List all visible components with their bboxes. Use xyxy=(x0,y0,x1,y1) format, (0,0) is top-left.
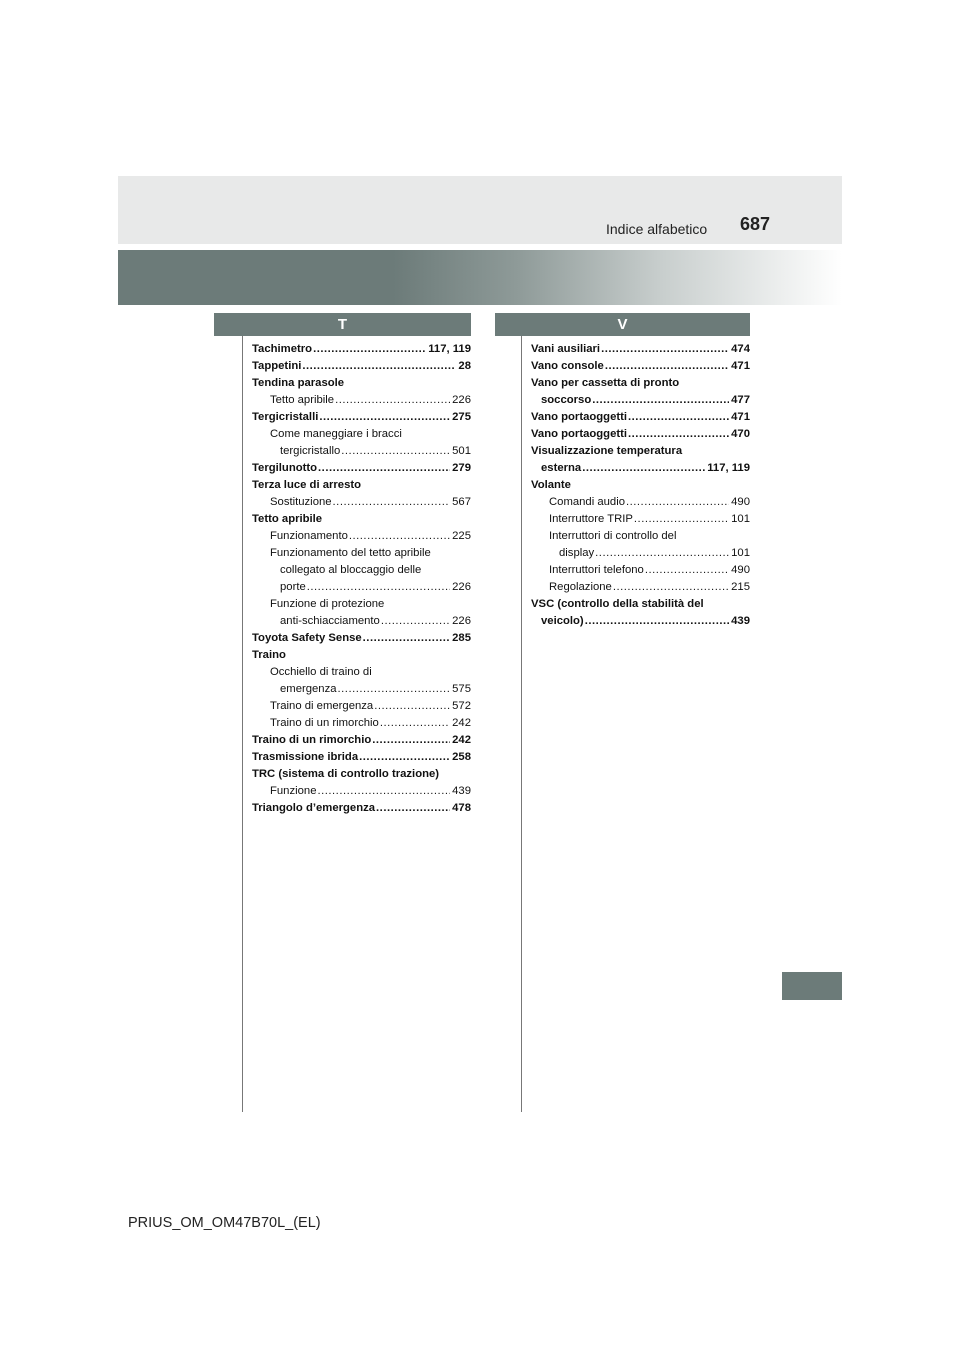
dot-leader xyxy=(634,511,729,528)
index-entry-text: soccorso xyxy=(541,394,592,406)
index-entry xyxy=(252,732,471,749)
index-entry xyxy=(252,783,471,800)
dot-leader xyxy=(307,579,450,596)
index-entry xyxy=(252,630,471,647)
index-entry-page: 470 xyxy=(731,428,750,440)
index-entry xyxy=(531,341,750,358)
index-entry xyxy=(252,613,471,630)
index-entry-page: 439 xyxy=(452,785,471,797)
index-entry: Come maneggiare i bracci xyxy=(270,428,402,440)
index-entry-page: 242 xyxy=(452,717,471,729)
index-entry xyxy=(531,613,750,630)
index-entry: Interruttori di controllo del xyxy=(549,530,677,542)
index-entry-text: porte xyxy=(280,581,306,593)
index-entry-page: 215 xyxy=(731,581,750,593)
dot-leader xyxy=(335,392,450,409)
index-entry xyxy=(531,545,750,562)
index-entry xyxy=(252,392,471,409)
index-entry-page: 572 xyxy=(452,700,471,712)
index-entry: Vano per cassetta di pronto xyxy=(531,377,680,389)
index-entry-page: 258 xyxy=(452,751,471,763)
index-entry xyxy=(531,358,750,375)
dot-leader xyxy=(645,562,729,579)
index-entry xyxy=(252,460,471,477)
index-entry-page: 501 xyxy=(452,445,471,457)
dot-leader xyxy=(601,341,729,358)
index-entry-text: Interruttori telefono xyxy=(549,564,644,576)
index-entry xyxy=(531,392,750,409)
index-entry-page: 226 xyxy=(452,394,471,406)
index-entry: Visualizzazione temperatura xyxy=(531,445,683,457)
index-entry xyxy=(252,494,471,511)
index-entry: Tetto apribile xyxy=(252,513,323,525)
index-entry-text: Toyota Safety Sense xyxy=(252,632,362,644)
index-entry xyxy=(531,426,750,443)
index-entry-text: Tappetini xyxy=(252,360,302,372)
index-entry xyxy=(252,341,471,358)
index-entry-page: 477 xyxy=(731,394,750,406)
index-entry-text: anti-schiacciamento xyxy=(280,615,380,627)
column-divider-right xyxy=(521,336,522,1112)
index-entry-text: Tergilunotto xyxy=(252,462,318,474)
index-entry-text: Sostituzione xyxy=(270,496,332,508)
dot-leader xyxy=(372,732,450,749)
dot-leader xyxy=(319,409,450,426)
dot-leader xyxy=(585,613,729,630)
letter-header-v: V xyxy=(495,313,750,336)
dot-leader xyxy=(628,409,729,426)
dot-leader xyxy=(338,681,451,698)
dot-leader xyxy=(381,613,450,630)
document-code: PRIUS_OM_OM47B70L_(EL) xyxy=(128,1215,321,1231)
index-entry-text: Traino di un rimorchio xyxy=(270,717,379,729)
index-entry-page: 225 xyxy=(452,530,471,542)
dot-leader xyxy=(613,579,729,596)
index-entry-text: Traino di emergenza xyxy=(270,700,374,712)
index-entry-page: 474 xyxy=(731,343,750,355)
index-entry-text: Vano console xyxy=(531,360,604,372)
index-entry-text: Tachimetro xyxy=(252,343,313,355)
dot-leader xyxy=(363,630,450,647)
index-entry xyxy=(252,358,471,375)
index-entry xyxy=(531,409,750,426)
index-entry: Occhiello di traino di xyxy=(270,666,372,678)
index-entry-page: 226 xyxy=(452,581,471,593)
dot-leader xyxy=(317,783,450,800)
index-entry-page: 567 xyxy=(452,496,471,508)
chapter-tab xyxy=(782,972,842,1000)
index-entry: Funzione di protezione xyxy=(270,598,385,610)
dot-leader xyxy=(349,528,450,545)
page-number: 687 xyxy=(740,214,771,234)
index-entry-text: Vano portaoggetti xyxy=(531,428,628,440)
index-entry: Terza luce di arresto xyxy=(252,479,362,491)
index-entry-page: 575 xyxy=(452,683,471,695)
index-entry-page: 101 xyxy=(731,547,750,559)
index-entry-text: Regolazione xyxy=(549,581,612,593)
section-title: Indice alfabetico xyxy=(606,221,708,237)
index-entry xyxy=(252,698,471,715)
index-entry-page: 117, 119 xyxy=(428,343,471,355)
index-entry-text: Triangolo d’emergenza xyxy=(252,802,376,814)
index-entry: collegato al bloccaggio delle xyxy=(280,564,422,576)
dot-leader xyxy=(359,749,450,766)
index-entry-text: Vano portaoggetti xyxy=(531,411,628,423)
index-entry-page: 28 xyxy=(458,360,471,372)
index-entry-page: 101 xyxy=(731,513,750,525)
dot-leader xyxy=(582,460,705,477)
index-entry-text: tergicristallo xyxy=(280,445,341,457)
index-entry xyxy=(252,800,471,817)
column-divider-left xyxy=(242,336,243,1112)
index-entry: TRC (sistema di controllo trazione) xyxy=(252,768,440,780)
index-entry xyxy=(531,562,750,579)
index-entry-text: Tetto apribile xyxy=(270,394,335,406)
chapter-banner xyxy=(118,250,842,305)
index-entry xyxy=(252,579,471,596)
dot-leader xyxy=(313,341,426,358)
index-entry-page: 439 xyxy=(731,615,750,627)
index-entry-page: 490 xyxy=(731,564,750,576)
index-entry-page: 490 xyxy=(731,496,750,508)
index-entry-text: Interruttore TRIP xyxy=(549,513,633,525)
dot-leader xyxy=(341,443,450,460)
dot-leader xyxy=(318,460,450,477)
index-entry: VSC (controllo della stabilità del xyxy=(531,598,704,610)
index-entry xyxy=(252,409,471,426)
dot-leader xyxy=(302,358,456,375)
index-entry-page: 275 xyxy=(452,411,471,423)
index-entry-page: 471 xyxy=(731,360,750,372)
dot-leader xyxy=(376,800,450,817)
index-entry xyxy=(252,749,471,766)
index-entry-page: 285 xyxy=(452,632,471,644)
index-entry-text: Comandi audio xyxy=(549,496,625,508)
dot-leader xyxy=(380,715,450,732)
index-entry: Volante xyxy=(531,479,571,491)
index-column-v xyxy=(531,341,750,630)
index-entry xyxy=(531,460,750,477)
index-entry-text: Funzionamento xyxy=(270,530,348,542)
dot-leader xyxy=(628,426,729,443)
letter-header-t: T xyxy=(214,313,471,336)
index-entry xyxy=(252,443,471,460)
dot-leader xyxy=(592,392,729,409)
index-entry-page: 471 xyxy=(731,411,750,423)
index-entry: Traino xyxy=(252,649,286,661)
header-band xyxy=(118,176,842,244)
index-entry-text: Trasmissione ibrida xyxy=(252,751,359,763)
dot-leader xyxy=(333,494,451,511)
index-entry-page: 279 xyxy=(452,462,471,474)
index-entry-page: 226 xyxy=(452,615,471,627)
index-entry-text: Tergicristalli xyxy=(252,411,319,423)
index-entry xyxy=(252,528,471,545)
index-entry-page: 117, 119 xyxy=(707,462,750,474)
dot-leader xyxy=(374,698,450,715)
index-entry-text: display xyxy=(559,547,595,559)
index-entry: Funzionamento del tetto apribile xyxy=(270,547,431,559)
index-entry xyxy=(252,715,471,732)
index-entry-text: Vani ausiliari xyxy=(531,343,601,355)
index-entry-text: veicolo) xyxy=(541,615,584,627)
index-entry-text: esterna xyxy=(541,462,582,474)
index-entry xyxy=(531,579,750,596)
index-entry xyxy=(531,494,750,511)
index-entry-text: emergenza xyxy=(280,683,337,695)
dot-leader xyxy=(595,545,729,562)
index-entry-page: 242 xyxy=(452,734,471,746)
index-entry xyxy=(252,681,471,698)
index-entry-page: 478 xyxy=(452,802,471,814)
index-column-t xyxy=(252,341,471,817)
dot-leader xyxy=(605,358,729,375)
dot-leader xyxy=(626,494,729,511)
index-entry xyxy=(531,511,750,528)
index-entry: Tendina parasole xyxy=(252,377,345,389)
index-entry-text: Funzione xyxy=(270,785,317,797)
index-entry-text: Traino di un rimorchio xyxy=(252,734,372,746)
